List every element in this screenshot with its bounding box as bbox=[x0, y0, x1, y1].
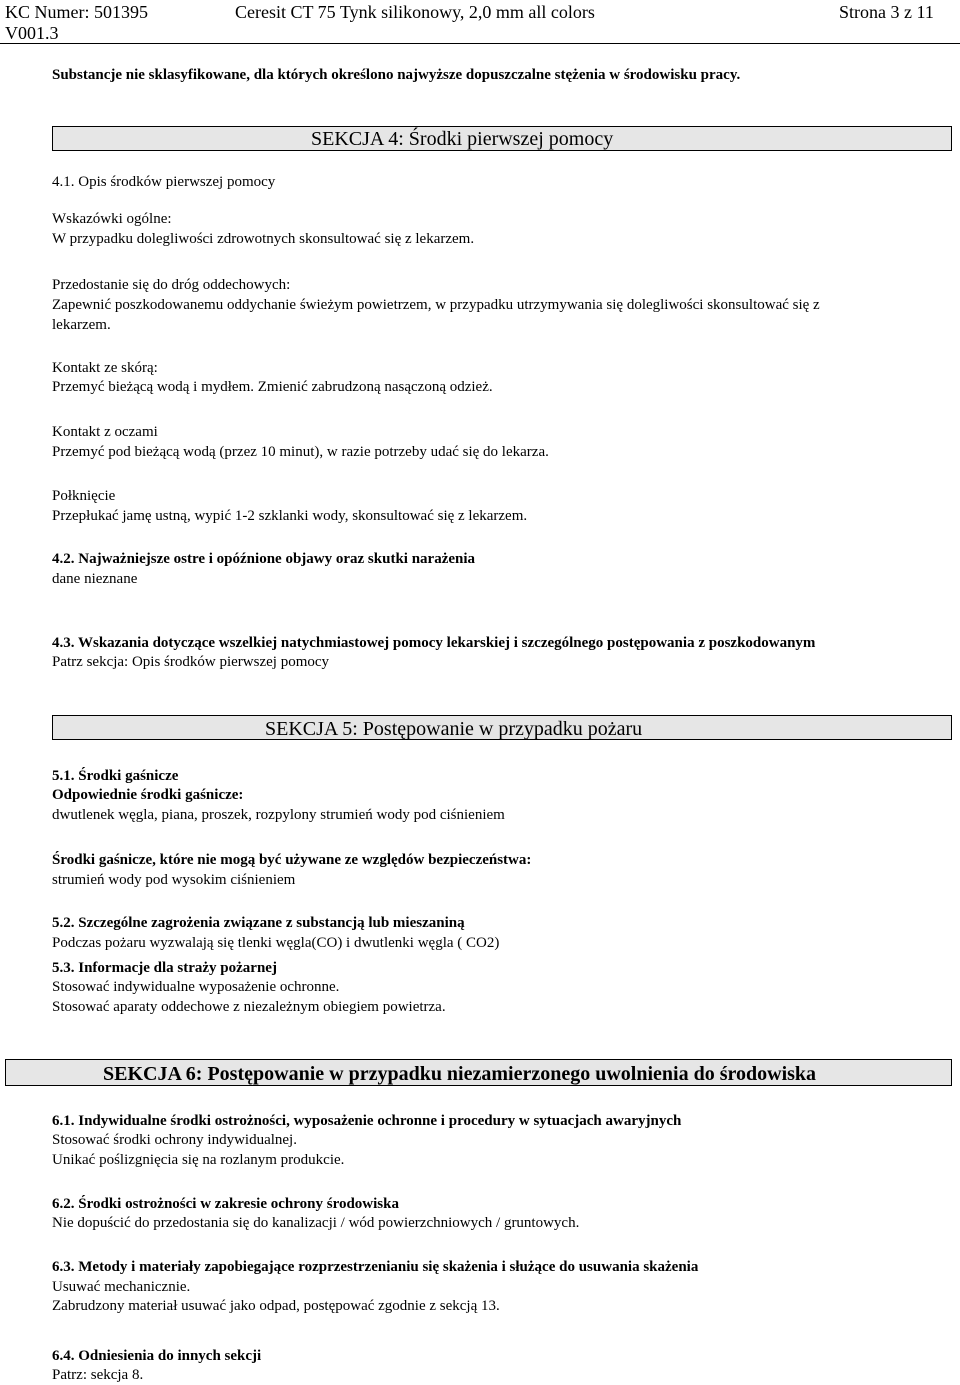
section-4-2-heading: 4.2. Najważniejsze ostre i opóźnione objawy oraz skutki narażenia bbox=[52, 551, 476, 567]
section-6-1-heading: 6.1. Indywidualne środki ostrożności, wyposażenie ochronne i procedury w sytuacjach awaryjnych bbox=[52, 1113, 682, 1129]
section-4-3-heading: 4.3. Wskazania dotyczące wszelkiej natychmiastowej pomocy lekarskiej i szczególnego postępowania z poszkodowanym bbox=[52, 635, 816, 651]
section-5-3-heading: 5.3. Informacje dla straży pożarnej bbox=[52, 960, 277, 976]
general-advice-text: W przypadku dolegliwości zdrowotnych skonsultować się z lekarzem. bbox=[52, 231, 475, 247]
section-5-3-text-2: Stosować aparaty oddechowe z niezależnym obiegiem powietrza. bbox=[52, 999, 446, 1015]
skin-contact-label: Kontakt ze skórą: bbox=[52, 360, 158, 376]
section-5-banner bbox=[52, 715, 952, 740]
page-number: Strona 3 z 11 bbox=[839, 2, 934, 22]
inhalation-text: Zapewnić poszkodowanemu oddychanie świeżym powietrzem, w przypadku utrzymywania się dolegliwości skonsultować się z bbox=[52, 297, 820, 313]
section-4-3-text: Patrz sekcja: Opis środków pierwszej pomocy bbox=[52, 654, 330, 670]
skin-contact-text: Przemyć bieżącą wodą i mydłem. Zmienić zabrudzoną nasączoną odzież. bbox=[52, 379, 493, 395]
section-4-2-text: dane nieznane bbox=[52, 571, 138, 587]
intro-note: Substancje nie sklasyfikowane, dla których określono najwyższe dopuszczalne stężenia w środowisku pracy. bbox=[52, 67, 741, 83]
suitable-media-label: Odpowiednie środki gaśnicze: bbox=[52, 787, 244, 803]
section-5-2-heading: 5.2. Szczególne zagrożenia związane z substancją lub mieszaniną bbox=[52, 915, 465, 931]
section-6-4-heading: 6.4. Odniesienia do innych sekcji bbox=[52, 1348, 262, 1364]
section-6-1-text-2: Unikać poślizgnięcia się na rozlanym produkcie. bbox=[52, 1152, 345, 1168]
section-4-1-heading: 4.1. Opis środków pierwszej pomocy bbox=[52, 174, 276, 190]
section-4-banner bbox=[52, 126, 952, 151]
unsuitable-media-label: Środki gaśnicze, które nie mogą być używane ze względów bezpieczeństwa: bbox=[52, 852, 532, 868]
section-6-2-heading: 6.2. Środki ostrożności w zakresie ochrony środowiska bbox=[52, 1196, 399, 1212]
kc-number: KC Numer: 501395 bbox=[5, 2, 148, 22]
general-advice-label: Wskazówki ogólne: bbox=[52, 211, 172, 227]
section-6-3-heading: 6.3. Metody i materiały zapobiegające rozprzestrzenianiu się skażenia i służące do usuwania skażenia bbox=[52, 1259, 699, 1275]
section-4-title: SEKCJA 4: Środki pierwszej pomocy bbox=[311, 128, 614, 150]
product-name: Ceresit CT 75 Tynk silikonowy, 2,0 mm all colors bbox=[235, 2, 595, 22]
header-divider bbox=[0, 43, 960, 44]
section-6-title: SEKCJA 6: Postępowanie w przypadku niezamierzonego uwolnienia do środowiska bbox=[103, 1063, 817, 1085]
inhalation-label: Przedostanie się do dróg oddechowych: bbox=[52, 277, 291, 293]
section-5-2-text: Podczas pożaru wyzwalają się tlenki węgla(CO) i dwutlenki węgla ( CO2) bbox=[52, 935, 500, 951]
section-5-1-heading: 5.1. Środki gaśnicze bbox=[52, 768, 179, 784]
section-6-3-text-2: Zabrudzony materiał usuwać jako odpad, postępować zgodnie z sekcją 13. bbox=[52, 1298, 500, 1314]
section-6-banner bbox=[5, 1059, 952, 1086]
unsuitable-media-text: strumień wody pod wysokim ciśnieniem bbox=[52, 872, 296, 888]
eye-contact-label: Kontakt z oczami bbox=[52, 424, 158, 440]
version-number: V001.3 bbox=[5, 23, 59, 43]
suitable-media-text: dwutlenek węgla, piana, proszek, rozpylony strumień wody pod ciśnieniem bbox=[52, 807, 505, 823]
section-6-4-text: Patrz: sekcja 8. bbox=[52, 1367, 144, 1383]
ingestion-text: Przepłukać jamę ustną, wypić 1-2 szklanki wody, skonsultować się z lekarzem. bbox=[52, 508, 528, 524]
section-6-3-text-1: Usuwać mechanicznie. bbox=[52, 1279, 191, 1295]
section-6-2-text: Nie dopuścić do przedostania się do kanalizacji / wód powierzchniowych / gruntowych. bbox=[52, 1215, 580, 1231]
eye-contact-text: Przemyć pod bieżącą wodą (przez 10 minut), w razie potrzeby udać się do lekarza. bbox=[52, 444, 549, 460]
ingestion-label: Połknięcie bbox=[52, 488, 116, 504]
section-5-3-text-1: Stosować indywidualne wyposażenie ochronne. bbox=[52, 979, 340, 995]
section-6-1-text-1: Stosować środki ochrony indywidualnej. bbox=[52, 1132, 297, 1148]
inhalation-text-cont: lekarzem. bbox=[52, 317, 111, 333]
section-5-title: SEKCJA 5: Postępowanie w przypadku pożaru bbox=[265, 718, 643, 740]
